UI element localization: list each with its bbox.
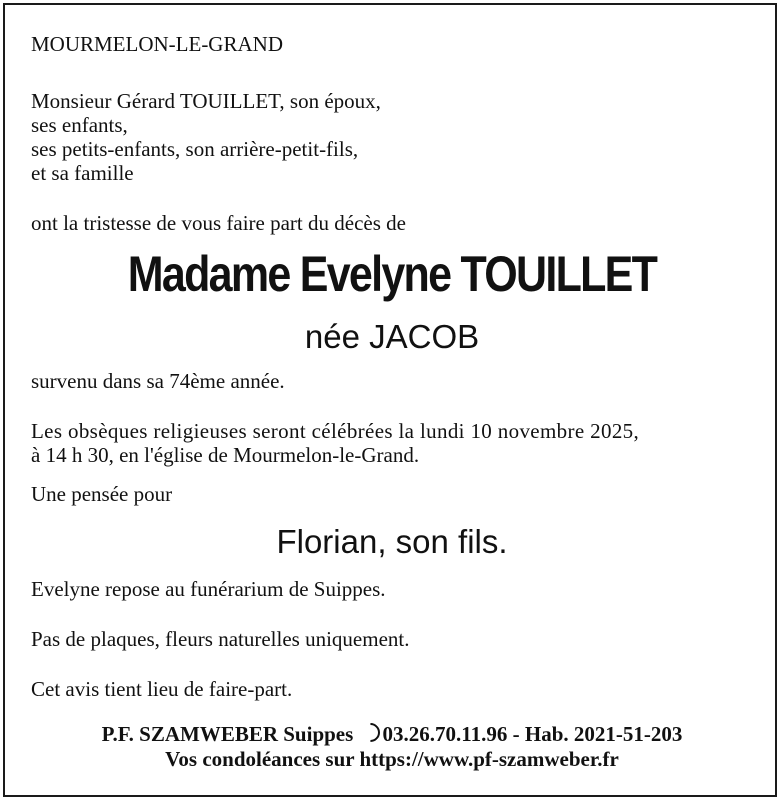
family-line: Monsieur Gérard TOUILLET, son époux,	[31, 89, 381, 113]
phone-and-license: 03.26.70.11.96 - Hab. 2021-51-203	[382, 722, 683, 746]
family-line: ses enfants,	[31, 113, 128, 137]
company-name: P.F. SZAMWEBER Suippes	[101, 722, 354, 746]
condolences-line: Vos condoléances sur https://www.pf-szamweber.fr	[165, 747, 619, 771]
rest-place: Evelyne repose au funérarium de Suippes.	[31, 577, 386, 601]
thought-for: Florian, son fils.	[276, 523, 508, 560]
town-name: MOURMELON-LE-GRAND	[31, 32, 283, 56]
flowers-note: Pas de plaques, fleurs naturelles uniquement.	[31, 627, 410, 651]
funeral-home-line	[0, 722, 784, 747]
maiden-name: née JACOB	[304, 318, 480, 355]
family-line: ses petits-enfants, son arrière-petit-fils,	[31, 137, 359, 161]
age-line: survenu dans sa 74ème année.	[31, 369, 285, 393]
thought-intro: Une pensée pour	[31, 482, 173, 506]
funeral-line: à 14 h 30, en l'église de Mourmelon-le-Grand.	[31, 443, 420, 467]
announcement-text: ont la tristesse de vous faire part du décès de	[31, 211, 406, 235]
notice-note: Cet avis tient lieu de faire-part.	[31, 677, 293, 701]
phone-icon	[357, 719, 384, 746]
deceased-name: Madame Evelyne TOUILLET	[127, 246, 657, 302]
funeral-line: Les obsèques religieuses seront célébrées la lundi 10 novembre 2025,	[31, 419, 640, 443]
family-line: et sa famille	[31, 161, 134, 185]
